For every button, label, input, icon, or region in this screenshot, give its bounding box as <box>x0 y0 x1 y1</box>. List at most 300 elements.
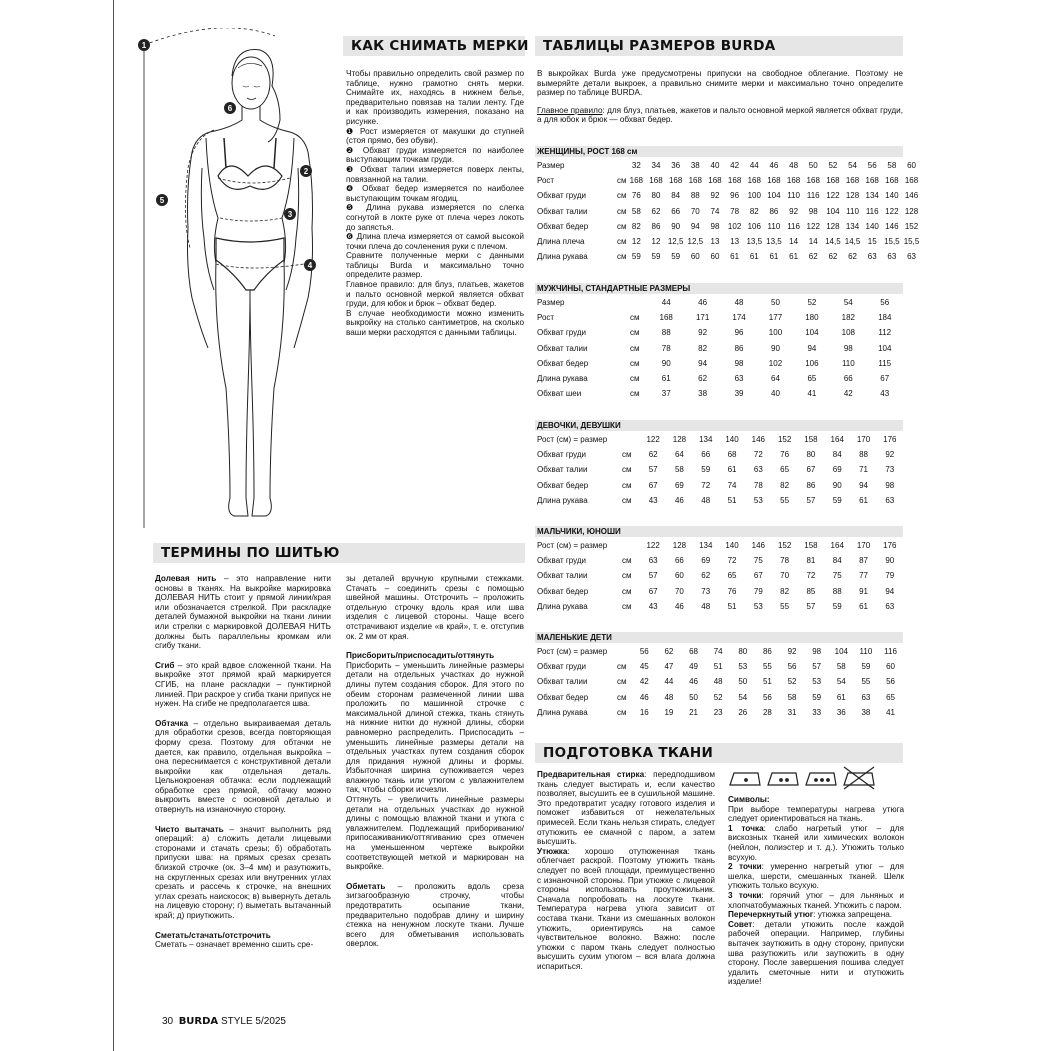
size-table-title: ДЕВОЧКИ, ДЕВУШКИ <box>535 420 903 431</box>
cell-value: 58 <box>674 465 684 475</box>
cell-value: 98 <box>843 343 853 353</box>
paragraph <box>155 940 331 950</box>
row-unit: см <box>630 389 640 399</box>
cell-value: 86 <box>769 206 779 216</box>
cell-value: 40 <box>771 389 780 399</box>
measure-item-5: ❺ Длина рукава измеряется по слегка согнутой в локте руке от плеча через локоть до запястья. <box>346 203 524 232</box>
cell-value: 69 <box>674 480 684 490</box>
size-table-row <box>537 234 921 249</box>
size-table-row <box>537 249 921 264</box>
term-text: : горячий утюг – для льняных и хлопчатобумажных тканей. Утюжить с паром. <box>728 890 904 910</box>
cell-value: 84 <box>671 191 681 201</box>
row-unit: см <box>617 707 627 717</box>
row-label: Обхват талии <box>537 343 588 353</box>
cell-value: 60 <box>907 161 916 171</box>
cell-value: 110 <box>859 647 873 657</box>
row-label: Обхват талии <box>537 206 588 216</box>
cell-value: 62 <box>698 374 708 384</box>
cell-value: 59 <box>812 692 822 702</box>
row-unit <box>617 538 640 553</box>
row-label: Длина рукава <box>537 374 588 384</box>
cell-value: 67 <box>880 374 890 384</box>
cell-value: 61 <box>859 601 868 611</box>
term-text: – значит выполнить ряд операций: а) сложить детали лицевыми сторонами и стачать срезы; б) обработать припуски шва: на прямых срезах срезать близкой строчке (ок. 3–4 мм) и разутюжить, на скругленных срезах или внутренних углах срезать и рассечь к строчке, на внешних углах срезать наискосок; в) вывернуть деталь на лицевую сторону; г) выметать вытачанный край; д) приутюжить. <box>155 824 331 920</box>
cell-value: 102 <box>768 358 783 368</box>
cell-value: 174 <box>732 313 746 323</box>
cell-value: 41 <box>886 707 896 717</box>
cell-value: 57 <box>648 571 658 581</box>
cell-value: 64 <box>674 450 684 460</box>
row-label: Рост (см) = размер <box>537 541 608 551</box>
measure-text-block <box>346 69 524 338</box>
cell-value: 100 <box>768 328 783 338</box>
cell-value: 98 <box>734 358 744 368</box>
cell-value: 65 <box>807 374 817 384</box>
cell-value: 94 <box>807 343 817 353</box>
cell-value: 53 <box>753 495 763 505</box>
cell-value: 68 <box>727 450 737 460</box>
cell-value: 94 <box>885 586 895 596</box>
row-label: Обхват бедер <box>537 586 589 596</box>
cell-value: 46 <box>674 495 684 505</box>
term-text: : хорошо отутюженная ткань облегчает раскрой. Поэтому утюжить ткань следует по всей площади, преимущественно с изнаночной стороны. При утюжке с лицевой стороны использовать проутюжильник. Сначала попробовать на лоскуте ткани. Температура нагрева утюга зависит от состава ткани. Ткани из смешанных волокон утюжить, ориентируясь на самое чувствительное волокно. Важно: после утюжки с паром ткань следует полностью высушить сухим утюгом – вся влага должна испариться. <box>537 846 715 971</box>
cell-value: 164 <box>830 541 844 551</box>
row-unit: см <box>630 374 640 384</box>
cell-value: 61 <box>730 252 740 262</box>
size-table-row <box>537 553 903 568</box>
size-table-row <box>537 188 921 203</box>
cell-value: 168 <box>885 176 899 186</box>
cell-value: 78 <box>730 206 740 216</box>
cell-value: 56 <box>762 692 772 702</box>
row-label: Обхват груди <box>537 662 587 672</box>
cell-value: 59 <box>631 252 641 262</box>
row-unit: см <box>622 450 632 460</box>
size-table-row <box>537 295 903 310</box>
cell-value: 70 <box>674 586 684 596</box>
cell-value: 60 <box>674 571 684 581</box>
cell-value: 82 <box>698 343 708 353</box>
cell-value: 98 <box>710 221 720 231</box>
cell-value: 152 <box>904 221 919 231</box>
cell-value: 14 <box>808 237 818 247</box>
term-text: Сметать – означает временно сшить сре- <box>155 940 314 950</box>
cell-value: 73 <box>701 586 711 596</box>
size-table-row <box>537 432 903 447</box>
cell-value: 94 <box>690 221 700 231</box>
measure-note: В случае необходимости можно изменить выкройку на столько сантиметров, на сколько ваши мерки расходятся с данными таблицы. <box>346 308 524 338</box>
cell-value: 168 <box>904 176 919 186</box>
cell-value: 44 <box>661 298 671 308</box>
cell-value: 128 <box>826 221 840 231</box>
term-text: Присборить – уменьшить линейные размеры детали на отдельных участках до нужной длины путем создания сборок. Для этого по обеим сторонам размеченной линии шва проложить по машинной строчке с максимальной длиной стежка, ткань стянуть на нижние нитки до нужной длины, сборки равномерно распределить. Приспосадить – уменьшить линейные размеры детали на отдельных участках путем создания сборок для придания нужной длины и формы. Избыточная ширина сутюживается через влажную ткань или утюгом с увлажнителем так, чтобы сборки исчезли. <box>346 660 524 795</box>
cell-value: 168 <box>659 313 673 323</box>
cell-value: 115 <box>878 358 892 368</box>
cell-value: 52 <box>828 161 838 171</box>
size-table-row <box>537 325 903 340</box>
cell-value: 104 <box>834 647 848 657</box>
cell-value: 46 <box>769 161 779 171</box>
term-text: – это направление нити основы в тканях. На выкройке маркировка ДОЛЕВАЯ НИТЬ стоит у прямой линии/края или обозначается стрелкой. При раскладке деталей бумажной выкройки на ткани линии или стрелки с маркировкой ДОЛЕВАЯ НИТЬ должны быть параллельны кромкам или сгибу ткани. <box>155 574 331 651</box>
sizes-rule-label: Главное правило <box>537 105 603 115</box>
row-unit: см <box>622 465 632 475</box>
size-table-row <box>537 310 903 325</box>
cell-value: 46 <box>639 692 649 702</box>
cell-value: 16 <box>639 707 649 717</box>
row-unit: см <box>622 601 632 611</box>
paragraph <box>728 910 904 920</box>
ironing-symbols <box>728 765 888 791</box>
cell-value: 110 <box>846 206 859 216</box>
row-label: Рост <box>537 176 555 186</box>
paragraph <box>728 862 904 891</box>
row-unit: см <box>622 586 632 596</box>
cell-value: 170 <box>856 435 871 445</box>
term-name: Сгиб <box>155 660 175 670</box>
cell-value: 164 <box>830 435 844 445</box>
row-label: Обхват бедер <box>537 692 589 702</box>
term-text: : слабо нагретый утюг – для вискозных тканей или химических волокон (нейлон, полиэстер и т. д.). Утюжить только всухую. <box>728 823 904 862</box>
cell-value: 77 <box>859 571 868 581</box>
cell-value: 38 <box>690 161 700 171</box>
cell-value: 62 <box>648 450 658 460</box>
row-label: Размер <box>537 161 565 171</box>
term-name: Утюжка <box>537 846 568 856</box>
cell-value: 50 <box>771 298 780 308</box>
row-unit <box>617 432 640 447</box>
cell-value: 14,5 <box>825 237 841 247</box>
size-table <box>537 158 921 264</box>
cell-value: 122 <box>826 191 840 201</box>
cell-value: 88 <box>661 328 671 338</box>
row-label: Рост (см) = размер <box>537 435 608 445</box>
cell-value: 128 <box>845 191 860 201</box>
cell-value: 36 <box>671 161 681 171</box>
cell-value: 78 <box>661 343 671 353</box>
cell-value: 62 <box>808 252 818 262</box>
row-unit: см <box>617 237 627 247</box>
cell-value: 116 <box>787 221 800 231</box>
cell-value: 104 <box>767 191 781 201</box>
term-text: зы деталей вручную крупными стежками. Стачать – соединить срезы с помощью швейной машины. Отстрочить – проложить отдельную строчку вдоль края или шва изделия с лицевой стороны. Чаще всего отстрачивают изделие «в край», т. е. отступив ок. 2 мм от края. <box>346 574 524 641</box>
cell-value: 48 <box>701 601 711 611</box>
cell-value: 63 <box>734 374 744 384</box>
cell-value: 55 <box>780 495 790 505</box>
cell-value: 55 <box>780 601 790 611</box>
cell-value: 14 <box>789 237 799 247</box>
row-unit: см <box>622 571 632 581</box>
paragraph <box>346 661 524 795</box>
cell-value: 177 <box>768 313 783 323</box>
sizes-section-title: ТАБЛИЦЫ РАЗМЕРОВ BURDA <box>535 36 903 56</box>
cell-value: 74 <box>727 480 737 490</box>
cell-value: 61 <box>661 374 671 384</box>
row-unit: см <box>617 692 627 702</box>
cell-value: 168 <box>688 176 702 186</box>
measure-item-2: ❷ Обхват груди измеряется по наиболее выступающим точкам груди. <box>346 145 524 165</box>
cell-value: 62 <box>664 647 674 657</box>
row-label: Обхват бедер <box>537 358 589 368</box>
cell-value: 63 <box>885 601 895 611</box>
sizes-intro: В выкройках Burda уже предусмотрены припуски на свободное облегание. Поэтому не вымеряйте детали выкроек, а правильно снимите мерки и максимально точно определите размер по таблице BURDA. <box>537 69 903 98</box>
cell-value: 13,5 <box>746 237 763 247</box>
size-table-row <box>537 493 903 508</box>
cell-value: 76 <box>780 450 790 460</box>
size-table-row <box>537 584 903 599</box>
cell-value: 180 <box>805 313 819 323</box>
cell-value: 158 <box>804 435 818 445</box>
cell-value: 59 <box>671 252 681 262</box>
row-label: Обхват бедер <box>537 221 589 231</box>
cell-value: 82 <box>780 586 790 596</box>
term-name: Перечеркнутый утюг <box>728 910 814 920</box>
cell-value: 140 <box>725 435 739 445</box>
paragraph <box>346 882 524 949</box>
cell-value: 92 <box>789 206 799 216</box>
cell-value: 91 <box>859 586 868 596</box>
size-table-row <box>537 538 903 553</box>
paragraph <box>346 574 524 641</box>
cell-value: 90 <box>661 358 671 368</box>
cell-value: 66 <box>671 206 681 216</box>
measure-outro: Сравните полученные мерки с данными таблицы Burda и максимально точно определите размер. <box>346 251 524 280</box>
cell-value: 56 <box>639 647 649 657</box>
body-figure-illustration <box>130 28 340 528</box>
cell-value: 78 <box>780 556 790 566</box>
cell-value: 85 <box>806 586 816 596</box>
size-table-row <box>537 173 921 188</box>
size-table-row <box>537 478 903 493</box>
term-name: Сметать/стачать/отстрочить <box>155 930 271 940</box>
cell-value: 98 <box>885 480 895 490</box>
row-unit: см <box>617 206 627 216</box>
term-text: : детали утюжить после каждой рабочей операции. Например, глубины вытачек заутюжить в одну сторону, припуски шва разутюжить или заутюжить в одну сторону. После завершения пошива следует удалить сметочные нити и отутюжить изделие! <box>728 919 904 987</box>
cell-value: 59 <box>832 601 842 611</box>
cell-value: 51 <box>713 662 723 672</box>
cell-value: 110 <box>787 191 800 201</box>
cell-value: 46 <box>698 298 708 308</box>
term-name: 2 точки <box>728 862 762 872</box>
cell-value: 106 <box>747 221 761 231</box>
cell-value: 53 <box>738 662 748 672</box>
cell-value: 134 <box>699 435 713 445</box>
cell-value: 56 <box>867 161 877 171</box>
row-label: Обхват бедер <box>537 480 589 490</box>
cell-value: 63 <box>907 252 916 262</box>
cell-value: 31 <box>787 707 797 717</box>
cell-value: 42 <box>843 389 853 399</box>
paragraph <box>728 891 904 910</box>
cell-value: 80 <box>806 450 816 460</box>
cell-value: 58 <box>787 692 797 702</box>
paragraph <box>155 661 331 709</box>
size-table-row <box>537 447 903 462</box>
term-name: Предварительная стирка <box>537 770 645 779</box>
size-table-row <box>537 341 903 356</box>
term-text: Оттянуть – увеличить линейные размеры детали на отдельных участках до нужной длины с помощью влажной ткани и утюга с увлажнителем. Подлежащий прибориванию/припосаживанию/оттягиванию срез отмечен на уменьшенном чертеже выкройки соответствующей меткой и маркирован на выкройке. <box>346 795 524 872</box>
cell-value: 58 <box>631 206 641 216</box>
cell-value: 42 <box>639 677 649 687</box>
cell-value: 60 <box>690 252 700 262</box>
marker-1: 1 <box>141 41 147 50</box>
cell-value: 168 <box>826 176 840 186</box>
measure-item-6: ❻ Длина плеча измеряется от самой высокой точки плеча до сочленения руки с плечом. <box>346 232 524 251</box>
measure-rule: Главное правило: для блуз, платьев, жакетов и пальто основной меркой является обхват груди, для юбок и брюк – обхват бедер. <box>346 280 524 309</box>
size-table-row <box>537 371 903 386</box>
cell-value: 82 <box>780 480 790 490</box>
cell-value: 108 <box>841 328 855 338</box>
cell-value: 90 <box>771 343 780 353</box>
cell-value: 61 <box>859 495 868 505</box>
cell-value: 158 <box>804 541 818 551</box>
cell-value: 86 <box>734 343 744 353</box>
cell-value: 61 <box>769 252 779 262</box>
cell-value: 72 <box>727 556 737 566</box>
fabric-section-title: ПОДГОТОВКА ТКАНИ <box>535 743 903 763</box>
cell-value: 84 <box>832 450 842 460</box>
cell-value: 168 <box>786 176 801 186</box>
size-table-row <box>537 204 921 219</box>
row-label: Длина рукава <box>537 495 588 505</box>
marker-4: 4 <box>307 261 313 270</box>
cell-value: 59 <box>832 495 842 505</box>
row-label: Обхват шеи <box>537 389 582 399</box>
cell-value: 53 <box>753 601 763 611</box>
marker-3: 3 <box>287 210 293 219</box>
cell-value: 15,5 <box>903 237 920 247</box>
paragraph <box>728 920 904 987</box>
paragraph <box>346 651 524 661</box>
cell-value: 80 <box>738 647 748 657</box>
marker-2: 2 <box>303 167 309 176</box>
cell-value: 128 <box>672 435 687 445</box>
row-unit <box>617 295 648 310</box>
row-unit: см <box>617 677 627 687</box>
cell-value: 128 <box>904 206 919 216</box>
cell-value: 52 <box>713 692 723 702</box>
cell-value: 67 <box>648 586 658 596</box>
term-name: Присборить/приспосадить/оттянуть <box>346 651 495 661</box>
cell-value: 96 <box>730 191 740 201</box>
cell-value: 134 <box>865 191 879 201</box>
cell-value: 176 <box>883 541 897 551</box>
measure-section-title: КАК СНИМАТЬ МЕРКИ <box>343 36 525 56</box>
cell-value: 96 <box>734 328 744 338</box>
cell-value: 170 <box>856 541 871 551</box>
cell-value: 176 <box>883 435 897 445</box>
cell-value: 57 <box>648 465 658 475</box>
cell-value: 54 <box>836 677 846 687</box>
cell-value: 64 <box>771 374 780 384</box>
fabric-column-1 <box>537 770 715 971</box>
paragraph <box>728 805 904 824</box>
cell-value: 13 <box>710 237 720 247</box>
cell-value: 67 <box>753 571 763 581</box>
cell-value: 134 <box>845 221 860 231</box>
cell-value: 171 <box>695 313 710 323</box>
cell-value: 49 <box>689 662 699 672</box>
cell-value: 128 <box>672 541 687 551</box>
iron-1-dot-icon <box>730 773 760 785</box>
cell-value: 168 <box>865 176 879 186</box>
cell-value: 87 <box>859 556 868 566</box>
cell-value: 56 <box>787 662 797 672</box>
cell-value: 54 <box>843 298 853 308</box>
cell-value: 15,5 <box>884 237 900 247</box>
cell-value: 60 <box>886 662 896 672</box>
term-text: – отдельно выкраиваемая деталь для обработки срезов, всегда повторяющая форму среза. Поэтому для обтачки не дается, как правило, отдельная выкройка – она переснимается с конструктивной детали выкройки как отдельная деталь. Цельнокроеная обтачка: если подлежащий обработке срез прямой, обтачку можно выкроить вместе с основной деталью и отвернуть на изнаночную сторону. <box>155 718 331 815</box>
cell-value: 15 <box>867 237 877 247</box>
row-label: Обхват талии <box>537 677 588 687</box>
cell-value: 61 <box>789 252 799 262</box>
row-unit: см <box>617 252 627 262</box>
cell-value: 66 <box>674 556 684 566</box>
size-table-row <box>537 356 903 371</box>
cell-value: 66 <box>701 450 711 460</box>
row-label: Длина рукава <box>537 707 588 717</box>
row-label: Обхват талии <box>537 571 588 581</box>
measure-intro: Чтобы правильно определить свой размер по таблице, нужно грамотно снять мерки. Снимайте их, находясь в нижнем белье, предварительно повязав на талии ленту. Где и как производить измерения, показано на рисунке. <box>346 69 524 126</box>
cell-value: 90 <box>671 221 681 231</box>
row-unit: см <box>630 328 640 338</box>
marker-6: 6 <box>227 104 233 113</box>
cell-value: 43 <box>648 495 658 505</box>
row-label: Длина рукава <box>537 252 588 262</box>
cell-value: 122 <box>806 221 820 231</box>
cell-value: 51 <box>762 677 772 687</box>
measure-item-1: ❶ Рост измеряется от макушки до ступней (стоя прямо, без обуви). <box>346 126 524 146</box>
size-table-row <box>537 219 921 234</box>
cell-value: 122 <box>646 541 660 551</box>
cell-value: 79 <box>885 571 895 581</box>
magazine-brand: BURDA <box>178 1016 219 1027</box>
cell-value: 57 <box>812 662 822 672</box>
iron-crossed-icon <box>844 767 874 789</box>
cell-value: 70 <box>780 571 790 581</box>
cell-value: 52 <box>807 298 817 308</box>
size-table-row <box>537 386 903 401</box>
cell-value: 182 <box>841 313 855 323</box>
cell-value: 12,5 <box>667 237 684 247</box>
cell-value: 50 <box>808 161 818 171</box>
term-text: – это край вдвое сложенной ткани. На выкройке этот прямой край маркируется СГИБ, на плане раскладки – пунктирной линией. При раскрое у сгиба ткани припуск не нужен. На сгибе не предполагается шва. <box>155 660 331 709</box>
cell-value: 76 <box>631 191 641 201</box>
size-table <box>537 538 903 614</box>
cell-value: 168 <box>747 176 761 186</box>
magazine-issue: STYLE 5/2025 <box>220 1016 286 1027</box>
cell-value: 61 <box>749 252 759 262</box>
cell-value: 92 <box>698 328 708 338</box>
row-unit <box>617 644 632 659</box>
cell-value: 94 <box>859 480 868 490</box>
cell-value: 13 <box>730 237 740 247</box>
cell-value: 86 <box>651 221 661 231</box>
paragraph <box>537 847 715 972</box>
marker-5: 5 <box>159 196 165 205</box>
row-unit: см <box>617 176 627 186</box>
cell-value: 84 <box>832 556 842 566</box>
row-label: Обхват груди <box>537 328 587 338</box>
cell-value: 110 <box>841 358 855 368</box>
paragraph <box>346 795 524 872</box>
cell-value: 59 <box>861 662 871 672</box>
cell-value: 48 <box>701 495 711 505</box>
cell-value: 62 <box>701 571 711 581</box>
row-unit: см <box>630 313 640 323</box>
cell-value: 92 <box>787 647 797 657</box>
paragraph <box>728 824 904 862</box>
cell-value: 41 <box>807 389 817 399</box>
